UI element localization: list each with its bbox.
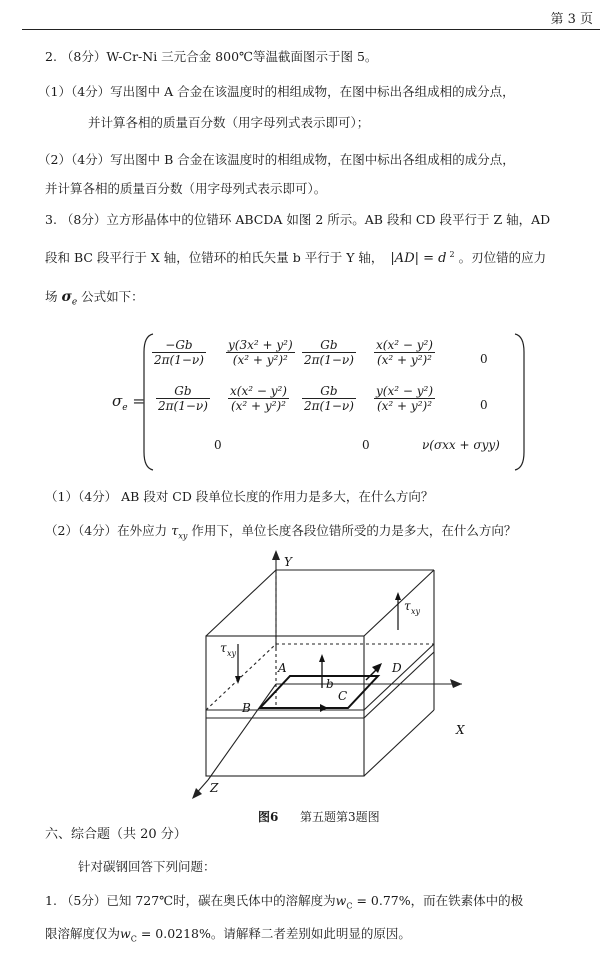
m22-coef: $\frac{Gb}{2\pi(1-\nu)}$ [304,384,354,413]
burgers-label: b [326,677,334,691]
m33: ν(σxx + σyy) [422,438,500,452]
m22-term: $\frac{\text{y(x² − y²)}}{\text{(x² + y²)²}}$ [376,384,433,413]
m12-term: $\frac{\text{x(x² − y²)}}{\text{(x² + y²)²}}$ [376,338,433,367]
tau-left-sub: xy [227,649,237,658]
section6-title: 六、综合题（共 20 分） [45,827,187,842]
sigma-symbol: σ [61,289,72,305]
m31: 0 [214,438,222,452]
figure-caption-number: 图6 [258,810,279,824]
q3-stem-2b: 。刃位错的应力 [458,250,547,266]
dislocation-loop [260,676,378,708]
matrix-lhs: $\sigma_e$ = [112,392,145,413]
q2-part1-b: 并计算各相的质量百分数（用字母列式表示即可）； [88,115,370,130]
axis-z-label: Z [210,781,219,795]
q2-part2-b: 并计算各相的质量百分数（用字母列式表示即可）。 [45,181,327,196]
stress-matrix [104,332,532,472]
right-bracket [514,332,526,472]
q3-stem-1: 3. （8分）立方形晶体中的位错环 ABCDA 如图 2 所示。AB 段和 CD 段平行于 Z 轴，AD [45,212,551,227]
m11-coef: $\frac{-Gb}{2\pi(1-\nu)}$ [154,338,204,367]
section6-q1: 1. （5分）已知 727℃时，碳在奥氏体中的溶解度为$w_C = 0.77\%$，而在铁素体中的极 [45,893,524,911]
figure-caption-text: 第五题第3题图 [300,810,380,824]
point-d-label: D [392,661,402,675]
m21-term: $\frac{\text{x(x² − y²)}}{\text{(x² + y²)²}}$ [230,384,287,413]
tau-right-label: τ [404,599,411,613]
q3-stem-2: 段和 BC 段平行于 X 轴，位错环的柏氏矢量 b 平行于 Y 轴， |AD| = d $^2$ 。刃位错的应力 [45,250,547,267]
tau-subscript: xy [178,531,188,541]
q3-part1: （1）（4分） AB 段对 CD 段单位长度的作用力是多大，在什么方向？ [45,489,434,504]
ad-magnitude: |AD| = d [390,251,447,267]
point-b-label: B [242,701,251,715]
q3-part2: （2）（4分）在外应力 $\tau_{xy}$ 作用下，单位长度各段位错所受的力是多大，在什么方向？ [45,523,517,541]
m23: 0 [480,398,488,412]
m13: 0 [480,352,488,366]
m32: 0 [362,438,370,452]
m21-coef: $\frac{Gb}{2\pi(1-\nu)}$ [158,384,208,413]
q3-stem-2a: 段和 BC 段平行于 X 轴，位错环的柏氏矢量 b 平行于 Y 轴， [45,250,384,266]
q2-part2-a: （2）（4分）写出图中 B 合金在该温度时的相组成物，在图中标出各组成相的成分点， [38,152,515,167]
axis-y-label: Y [284,555,292,569]
section6-q1-cont: 限溶解度仅为$w_C = 0.0218\%$。请解释二者差别如此明显的原因。 [45,926,411,944]
q2-stem: 2. （8分）W-Cr-Ni 三元合金 800℃等温截面图示于图 5。 [45,49,378,64]
m12-coef: $\frac{Gb}{2\pi(1-\nu)}$ [304,338,354,367]
page-number: 第 3 页 [550,12,593,27]
point-a-label: A [278,661,287,675]
z-axis [208,684,276,780]
q3-stem-3 [45,288,144,312]
header-rule [22,29,600,30]
m11-term: $\frac{\text{y(3x² + y²)}}{\text{(x² + y²)²}}$ [228,338,293,367]
point-c-label: C [338,689,348,703]
q3-stem-3b: 公式如下： [81,289,144,304]
q3-stem-3a: 场 [45,289,58,304]
tau-symbol: τ [171,524,179,539]
q2-part1-a: （1）（4分）写出图中 A 合金在该温度时的相组成物，在图中标出各组成相的成分点， [38,84,515,99]
dislocation-loop-figure [180,548,480,803]
section6-intro: 针对碳钢回答下列问题： [78,859,216,874]
tau-left-label: τ [220,641,227,655]
axis-x-label: X [456,723,465,737]
sigma-subscript: e [71,297,78,308]
tau-right-sub: xy [411,607,421,616]
